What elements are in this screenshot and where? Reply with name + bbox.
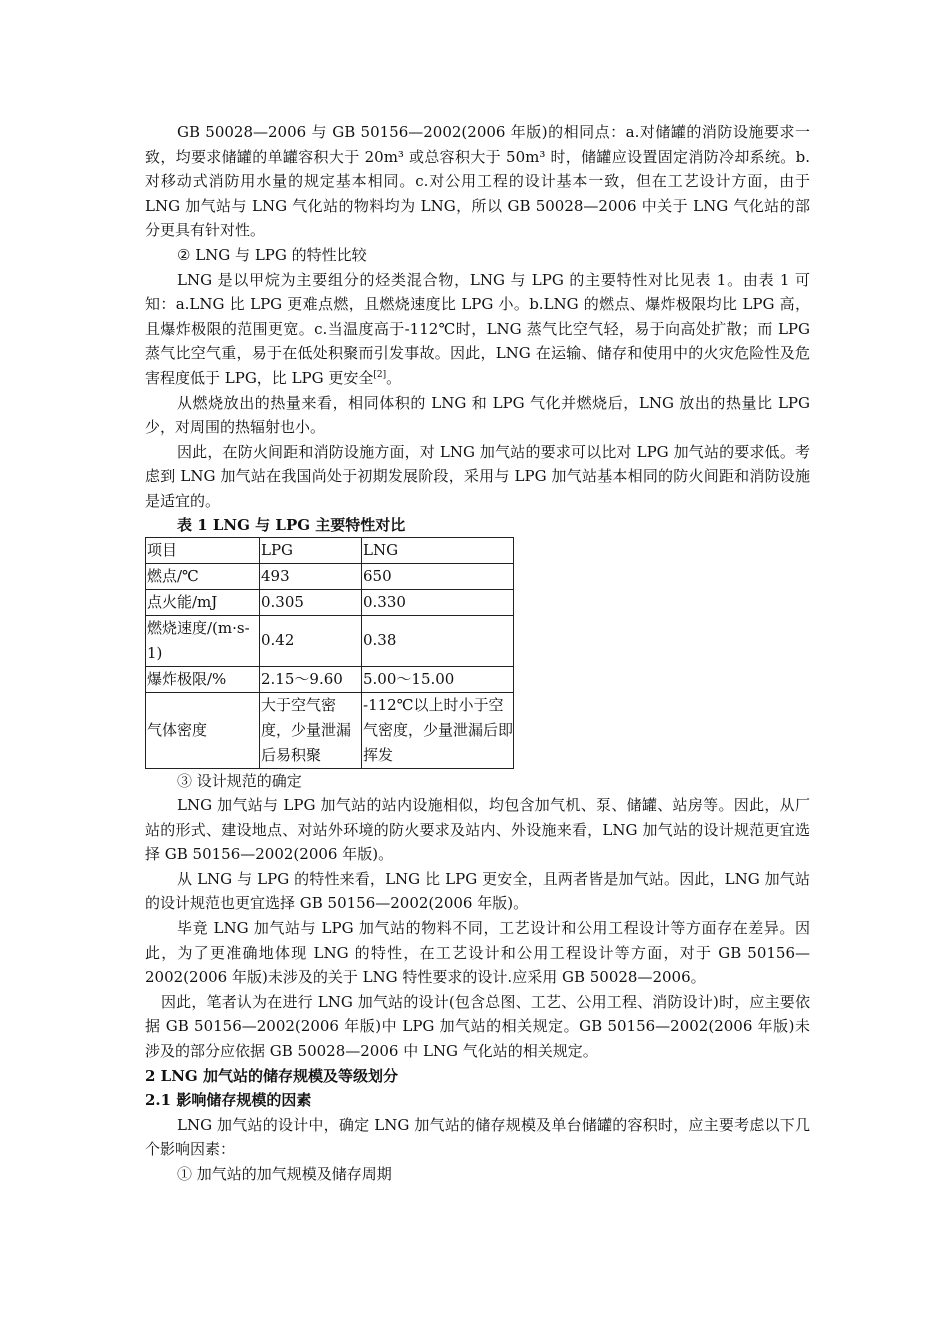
table-cell: 爆炸极限/% bbox=[146, 666, 260, 692]
table-row bbox=[146, 615, 514, 666]
table-cell: 燃烧速度/(m·s-1) bbox=[146, 615, 260, 666]
table-header-row bbox=[146, 537, 514, 563]
table-cell: 0.38 bbox=[362, 615, 514, 666]
table-cell: 0.330 bbox=[362, 589, 514, 615]
table-cell: 项目 bbox=[146, 537, 260, 563]
table-cell: 493 bbox=[260, 563, 362, 589]
table-cell: 0.305 bbox=[260, 589, 362, 615]
subsection-heading: 2.1 影响储存规模的因素 bbox=[145, 1091, 312, 1110]
list-item-heading: ② LNG 与 LPG 的特性比较 bbox=[177, 245, 367, 264]
paragraph: LNG 加气站的设计中，确定 LNG 加气站的储存规模及单台储罐的容积时，应主要考虑以下几个影响因素： bbox=[145, 1115, 810, 1159]
document-page bbox=[145, 120, 810, 1187]
table-cell: 点火能/mJ bbox=[146, 589, 260, 615]
table-row bbox=[146, 692, 514, 768]
paragraph: GB 50028—2006 与 GB 50156—2002(2006 年版)的相同点：a.对储罐的消防设施要求一致，均要求储罐的单罐容积大于 20m³ 或总容积大于 50m³ 时，储罐应设置固定消防冷却系统。b.对移动式消防用水量的规定基本相同。c.对公用工程的设计基本一致，但在工艺设计方面，由于 LNG 加气站与 LNG 气化站的物料均为 LNG，所以 GB 50028—2006 中关于 LNG 气化站的部分更具有针对性。 bbox=[145, 123, 810, 240]
table-cell: 大于空气密度，少量泄漏后易积聚 bbox=[260, 692, 362, 768]
table-cell: 气体密度 bbox=[146, 692, 260, 768]
paragraph: 因此，笔者认为在进行 LNG 加气站的设计(包含总图、工艺、公用工程、消防设计)时，应主要依据 GB 50156—2002(2006 年版)中 LPG 加气站的相关规定。GB 50156—2002(2006 年版)未涉及的部分应依据 GB 50028—2006 中 LNG 气化站的相关规定。 bbox=[145, 992, 810, 1061]
table-cell: 0.42 bbox=[260, 615, 362, 666]
citation: [2] bbox=[373, 369, 387, 380]
table-cell: LNG bbox=[362, 537, 514, 563]
comparison-table bbox=[145, 537, 514, 769]
table-cell: 5.00～15.00 bbox=[362, 666, 514, 692]
table-row bbox=[146, 563, 514, 589]
table-row bbox=[146, 589, 514, 615]
table-caption: 表 1 LNG 与 LPG 主要特性对比 bbox=[177, 515, 406, 534]
list-item-heading: ① 加气站的加气规模及储存周期 bbox=[177, 1165, 392, 1183]
list-item-heading: ③ 设计规范的确定 bbox=[177, 771, 302, 790]
paragraph: LNG 是以甲烷为主要组分的烃类混合物，LNG 与 LPG 的主要特性对比见表 1。由表 1 可知：a.LNG 比 LPG 更难点燃，且燃烧速度比 LPG 小。b.LNG 的燃点、爆炸极限均比 LPG 高，且爆炸极限的范围更宽。c.当温度高于-112℃时，LNG 蒸气比空气轻，易于向高处扩散；而 LPG 蒸气比空气重，易于在低处积聚而引发事故。因此，LNG 在运输、储存和使用中的火灾危险性及危害程度低于 LPG，比 LPG 更安全[2]。 bbox=[145, 270, 810, 387]
paragraph: 毕竟 LNG 加气站与 LPG 加气站的物料不同，工艺设计和公用工程设计等方面存在差异。因此，为了更准确地体现 LNG 的特性，在工艺设计和公用工程设计等方面，对于 GB 50156—2002(2006 年版)未涉及的关于 LNG 特性要求的设计.应采用 GB 50028—2006。 bbox=[145, 919, 810, 987]
table-cell: 650 bbox=[362, 563, 514, 589]
table-cell: LPG bbox=[260, 537, 362, 563]
table-cell: -112℃以上时小于空气密度，少量泄漏后即挥发 bbox=[362, 692, 514, 768]
section-heading: 2 LNG 加气站的储存规模及等级划分 bbox=[145, 1066, 398, 1085]
table-cell: 2.15～9.60 bbox=[260, 666, 362, 692]
table-cell: 燃点/℃ bbox=[146, 563, 260, 589]
paragraph: 从 LNG 与 LPG 的特性来看，LNG 比 LPG 更安全，且两者皆是加气站。因此，LNG 加气站的设计规范也更宜选择 GB 50156—2002(2006 年版)。 bbox=[145, 869, 810, 913]
paragraph: LNG 加气站与 LPG 加气站的站内设施相似，均包含加气机、泵、储罐、站房等。因此，从厂站的形式、建设地点、对站外环境的防火要求及站内、外设施来看，LNG 加气站的设计规范更宜选择 GB 50156—2002(2006 年版)。 bbox=[145, 796, 810, 864]
table-row bbox=[146, 666, 514, 692]
paragraph: 从燃烧放出的热量来看，相同体积的 LNG 和 LPG 气化并燃烧后，LNG 放出的热量比 LPG 少，对周围的热辐射也小。 bbox=[145, 393, 810, 437]
paragraph: 因此，在防火间距和消防设施方面，对 LNG 加气站的要求可以比对 LPG 加气站的要求低。考虑到 LNG 加气站在我国尚处于初期发展阶段，采用与 LPG 加气站基本相同的防火间距和消防设施是适宜的。 bbox=[145, 442, 810, 510]
